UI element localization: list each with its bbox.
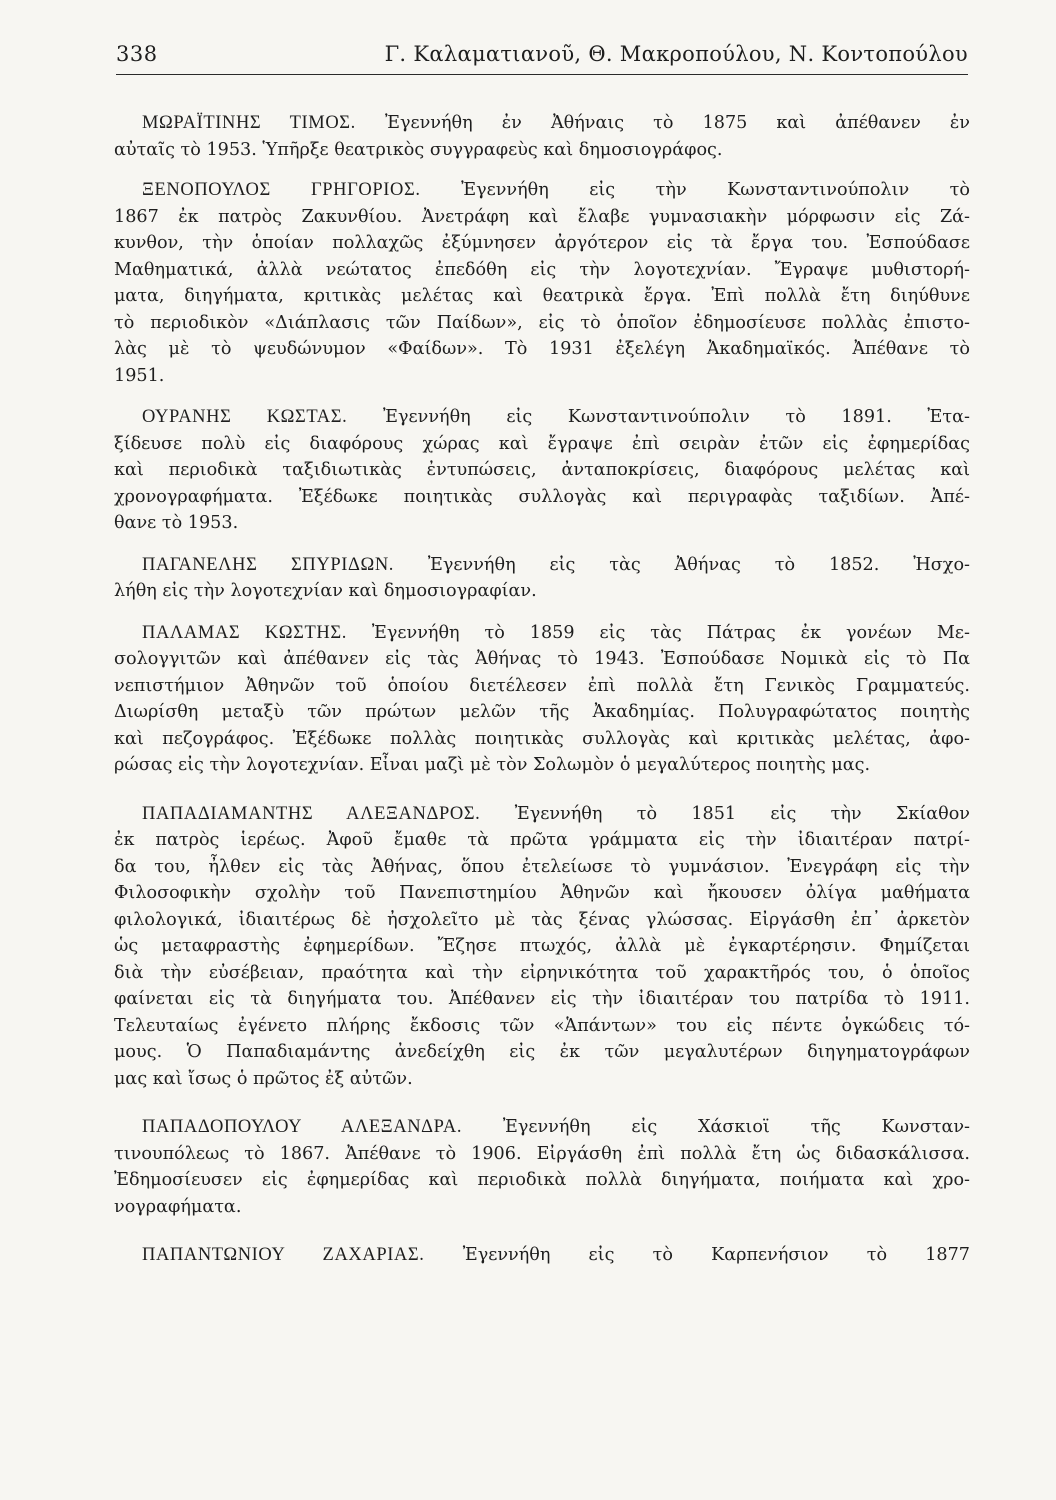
entry-line: τινουπόλεως τὸ 1867. Ἀπέθανε τὸ 1906. Εἰργάσθη ἐπὶ πολλὰ ἔτη ὡς διδασκάλισσα. (114, 1143, 970, 1164)
entry-line: νεπιστήμιον Ἀθηνῶν τοῦ ὁποίου διετέλεσεν ἐπὶ πολλὰ ἔτη Γενικὸς Γραμματεύς. (114, 675, 970, 696)
entry-papadopoulou (114, 1114, 970, 1220)
entry-name: ΜΩΡΑΪΤΙΝΗΣ ΤΙΜΟΣ. (142, 113, 356, 133)
entry-line: ΠΑΠΑΔΙΑΜΑΝΤΗΣ ΑΛΕΞΑΝΔΡΟΣ. Ἐγεννήθη τὸ 1851 εἰς τὴν Σκίαθον (142, 803, 970, 824)
entry-line: κυνθον, τὴν ὁποίαν πολλαχῶς ἐξύμνησεν ἀργότερον εἰς τὰ ἔργα του. Ἐσπούδασε (114, 233, 970, 253)
entry-name: ΠΑΠΑΔΙΑΜΑΝΤΗΣ ΑΛΕΞΑΝΔΡΟΣ. (142, 803, 481, 824)
entry-line: ΠΑΠΑΝΤΩΝΙΟΥ ΖΑΧΑΡΙΑΣ. Ἐγεννήθη εἰς τὸ Καρπενήσιον τὸ 1877 (142, 1245, 970, 1265)
running-head-authors: Γ. Καλαματιανοῦ, Θ. Μακροπούλου, Ν. Κοντοπούλου (384, 42, 968, 66)
entry-line: ΠΑΛΑΜΑΣ ΚΩΣΤΗΣ. Ἐγεννήθη τὸ 1859 εἰς τὰς Πάτρας ἐκ γονέων Με- (142, 622, 970, 643)
page-number: 338 (116, 42, 158, 66)
entry-line: ΞΕΝΟΠΟΥΛΟΣ ΓΡΗΓΟΡΙΟΣ. Ἐγεννήθη εἰς τὴν Κωνσταντινούπολιν τὸ (142, 180, 970, 200)
entry-palamas (114, 620, 970, 779)
header-rule (116, 74, 968, 75)
entry-line: Μαθηματικά, ἀλλὰ νεώτατος ἐπεδόθη εἰς τὴν λογοτεχνίαν. Ἔγραψε μυθιστορή- (114, 259, 970, 280)
entry-line: Φιλοσοφικὴν σχολὴν τοῦ Πανεπιστημίου Ἀθηνῶν καὶ ἤκουσεν ὀλίγα μαθήματα (114, 883, 970, 903)
entry-name: ΠΑΛΑΜΑΣ ΚΩΣΤΗΣ. (142, 622, 347, 643)
entry-line: ὡς μεταφραστὴς ἐφημερίδων. Ἔζησε πτωχός, ἀλλὰ μὲ ἐγκαρτέρησιν. Φημίζεται (114, 936, 970, 956)
entry-line: καὶ περιοδικὰ ταξιδιωτικὰς ἐντυπώσεις, ἀνταποκρίσεις, διαφόρους μελέτας καὶ (114, 460, 970, 480)
entry-line: σολογγιτῶν καὶ ἀπέθανεν εἰς τὰς Ἀθήνας τὸ 1943. Ἐσπούδασε Νομικὰ εἰς τὸ Πα (114, 649, 970, 669)
entry-line: Τελευταίως ἐγένετο πλήρης ἔκδοσις τῶν «Ἁπάντων» του εἰς πέντε ὀγκώδεις τό- (114, 1015, 970, 1036)
entry-line: ΠΑΓΑΝΕΛΗΣ ΣΠΥΡΙΔΩΝ. Ἐγεννήθη εἰς τὰς Ἀθήνας τὸ 1852. Ἠσχο- (142, 554, 970, 575)
entry-name: ΟΥΡΑΝΗΣ ΚΩΣΤΑΣ. (142, 407, 348, 427)
entry-line: φιλολογικά, ἰδιαιτέρως δὲ ἠσχολεῖτο μὲ τὰς ξένας γλώσσας. Εἰργάσθη ἐπ᾽ ἀρκετὸν (114, 909, 970, 930)
entry-line: καὶ πεζογράφος. Ἐξέδωκε πολλὰς ποιητικὰς συλλογὰς καὶ κριτικὰς μελέτας, ἀφο- (114, 728, 970, 749)
entry-name: ΠΑΠΑΝΤΩΝΙΟΥ ΖΑΧΑΡΙΑΣ. (142, 1245, 425, 1265)
entry-line: νογραφήματα. (114, 1196, 242, 1217)
entry-line: φαίνεται εἰς τὰ διηγήματα του. Ἀπέθανεν εἰς τὴν ἰδιαιτέραν του πατρίδα τὸ 1911. (114, 989, 970, 1009)
page-header (116, 38, 968, 78)
entry-line: 1951. (114, 365, 165, 386)
entry-line: μας καὶ ἴσως ὁ πρῶτος ἐξ αὐτῶν. (114, 1068, 413, 1089)
entry-name: ΠΑΠΑΔΟΠΟΥΛΟΥ ΑΛΕΞΑΝΔΡΑ. (142, 1117, 463, 1137)
entries-body (114, 110, 970, 1291)
entry-line: λήθη εἰς τὴν λογοτεχνίαν καὶ δημοσιογραφίαν. (114, 581, 537, 601)
entry-line: τὸ περιοδικὸν «Διάπλασις τῶν Παίδων», εἰς τὸ ὁποῖον ἐδημοσίευσε πολλὰς ἐπιστο- (114, 312, 970, 333)
entry-line: λὰς μὲ τὸ ψευδώνυμον «Φαίδων». Τὸ 1931 ἐξελέγη Ἀκαδημαϊκός. Ἀπέθανε τὸ (114, 339, 970, 359)
entry-line: ΠΑΠΑΔΟΠΟΥΛΟΥ ΑΛΕΞΑΝΔΡΑ. Ἐγεννήθη εἰς Χάσκιοϊ τῆς Κωνσταν- (142, 1117, 970, 1137)
entry-line: αὐταῖς τὸ 1953. Ὑπῆρξε θεατρικὸς συγγραφεὺς καὶ δημοσιογράφος. (114, 139, 723, 160)
entry-line: ματα, διηγήματα, κριτικὰς μελέτας καὶ θεατρικὰ ἔργα. Ἐπὶ πολλὰ ἔτη διηύθυνε (114, 286, 970, 306)
entry-paganelis (114, 552, 970, 605)
entry-papadiamantis (114, 801, 970, 1093)
entry-line: ξίδευσε πολὺ εἰς διαφόρους χώρας καὶ ἔγραψε ἐπὶ σειρὰν ἐτῶν εἰς ἐφημερίδας (114, 433, 970, 454)
entry-line: 1867 ἐκ πατρὸς Ζακυνθίου. Ἀνετράφη καὶ ἔλαβε γυμνασιακὴν μόρφωσιν εἰς Ζά- (114, 206, 970, 227)
entry-name: ΠΑΓΑΝΕΛΗΣ ΣΠΥΡΙΔΩΝ. (142, 554, 395, 575)
entry-line: Διωρίσθη μεταξὺ τῶν πρώτων μελῶν τῆς Ἀκαδημίας. Πολυγραφώτατος ποιητὴς (114, 702, 970, 722)
entry-line: δα του, ἦλθεν εἰς τὰς Ἀθήνας, ὅπου ἐτελείωσε τὸ γυμνάσιον. Ἐνεγράφη εἰς τὴν (114, 856, 970, 877)
entry-moraitinis (114, 110, 970, 163)
entry-line: ρώσας εἰς τὴν λογοτεχνίαν. Εἶναι μαζὶ μὲ τὸν Σολωμὸν ὁ μεγαλύτερος ποιητὴς μας. (114, 755, 871, 775)
entry-line: χρονογραφήματα. Ἐξέδωκε ποιητικὰς συλλογὰς καὶ περιγραφὰς ταξιδίων. Ἀπέ- (114, 486, 970, 507)
entry-name: ΞΕΝΟΠΟΥΛΟΣ ΓΡΗΓΟΡΙΟΣ. (142, 180, 421, 200)
entry-xenopoulos (114, 177, 970, 389)
entry-line: Ἐδημοσίευσεν εἰς ἐφημερίδας καὶ περιοδικὰ πολλὰ διηγήματα, ποιήματα καὶ χρο- (114, 1170, 970, 1190)
entry-ouranis (114, 404, 970, 537)
entry-line: μους. Ὁ Παπαδιαμάντης ἀνεδείχθη εἰς ἐκ τῶν μεγαλυτέρων διηγηματογράφων (114, 1042, 970, 1062)
entry-line: ΜΩΡΑΪΤΙΝΗΣ ΤΙΜΟΣ. Ἐγεννήθη ἐν Ἀθήναις τὸ 1875 καὶ ἀπέθανεν ἐν (142, 113, 970, 133)
entry-papantoniou (114, 1242, 970, 1269)
entry-line: ΟΥΡΑΝΗΣ ΚΩΣΤΑΣ. Ἐγεννήθη εἰς Κωνσταντινούπολιν τὸ 1891. Ἐτα- (142, 407, 970, 427)
entry-line: ἐκ πατρὸς ἱερέως. Ἀφοῦ ἔμαθε τὰ πρῶτα γράμματα εἰς τὴν ἰδιαιτέραν πατρί- (114, 830, 970, 850)
entry-line: διὰ τὴν εὐσέβειαν, πραότητα καὶ τὴν εἰρηνικότητα τοῦ χαρακτῆρός του, ὁ ὁποῖος (114, 962, 970, 983)
entry-line: θανε τὸ 1953. (114, 513, 239, 533)
